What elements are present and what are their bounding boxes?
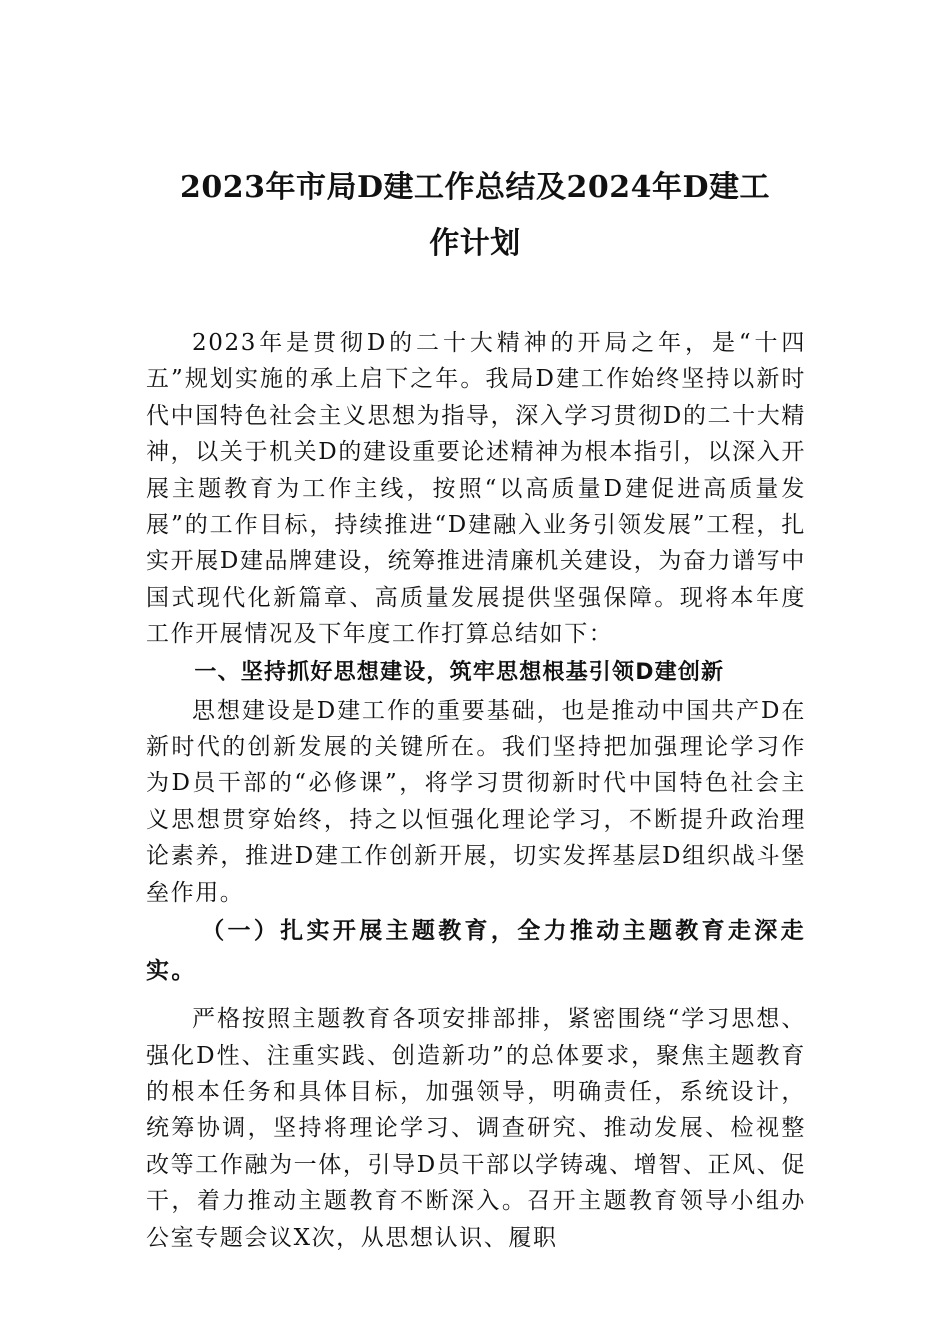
- subsection-1-paragraph: 严格按照主题教育各项安排部排，紧密围绕“学习思想、强化D性、注重实践、创造新功”的总体要求，聚焦主题教育的根本任务和具体目标，加强领导，明确责任，系统设计，统筹协调，坚持将理论学习、调查研究、推动发展、检视整改等工作融为一体，引导D员干部以学铸魂、增智、正风、促干，着力推动主题教育不断深入。召开主题教育领导小组办公室专题会议X次，从思想认识、履职: [146, 1006, 806, 1251]
- section-1-heading: 一、坚持抓好思想建设，筑牢思想根基引领D建创新: [194, 659, 725, 685]
- section-1-paragraph: 思想建设是D建工作的重要基础，也是推动中国共产D在新时代的创新发展的关键所在。我们坚持把加强理论学习作为D员干部的“必修课”，将学习贯彻新时代中国特色社会主义思想贯穿始终，持之以恒强化理论学习，不断提升政治理论素养，推进D建工作创新开展，切实发挥基层D组织战斗堡垒作用。: [146, 697, 806, 906]
- title-line-2: 作计划: [429, 226, 521, 261]
- paragraph-gap: [146, 991, 806, 1001]
- document-body: [146, 325, 806, 1256]
- title-line-1: 2023年市局D建工作总结及2024年D建工: [179, 170, 771, 205]
- intro-paragraph: 2023年是贯彻D的二十大精神的开局之年，是“十四五”规划实施的承上启下之年。我局D建工作始终坚持以新时代中国特色社会主义思想为指导，深入学习贯彻D的二十大精神，以关于机关D的建设重要论述精神为根本指引，以深入开展主题教育为工作主线，按照“以高质量D建促进高质量发展”的工作目标，持续推进“D建融入业务引领发展”工程，扎实开展D建品牌建设，统筹推进清廉机关建设，为奋力谱写中国式现代化新篇章、高质量发展提供坚强保障。现将本年度工作开展情况及下年度工作打算总结如下：: [146, 330, 806, 648]
- subsection-1-heading: （一）扎实开展主题教育，全力推动主题教育走深走实。: [146, 917, 806, 985]
- document-title: [120, 160, 830, 272]
